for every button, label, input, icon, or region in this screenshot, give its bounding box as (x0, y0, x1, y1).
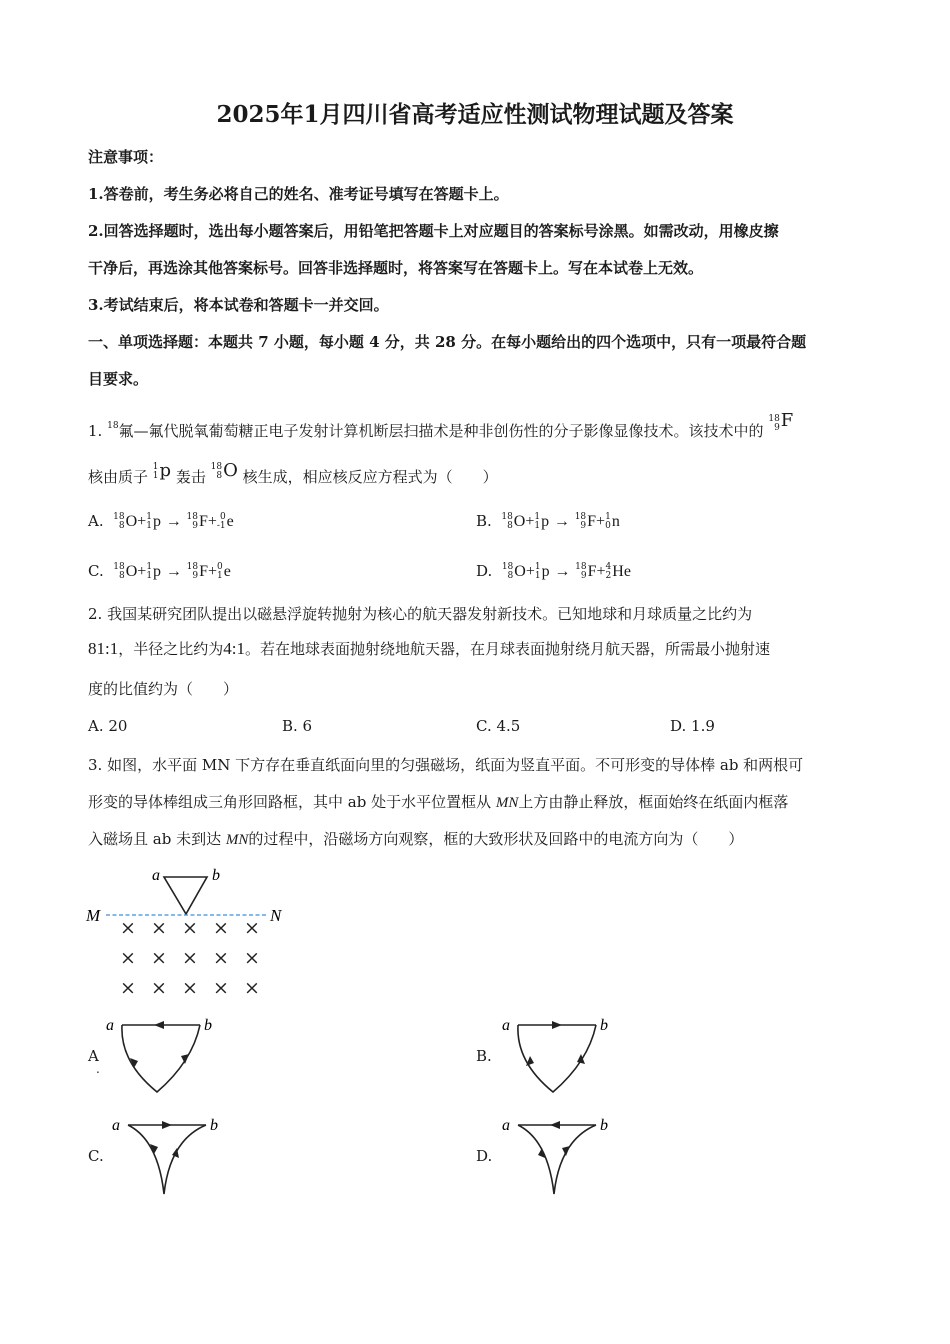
field-cross-icon: × (151, 977, 167, 999)
question-3-option-b-label[interactable]: B. (476, 1047, 492, 1065)
label-m: M (86, 906, 101, 925)
note-item: 2.回答选择题时，选出每小题答案后，用铅笔把答题卡上对应题目的答案标号涂黑。如需改动，用橡皮擦 (88, 222, 779, 240)
arrow-icon (526, 1056, 534, 1066)
question-3-option-d-figure[interactable] (496, 1112, 626, 1202)
question-2-option-d[interactable]: D. 1.9 (670, 717, 715, 735)
label-a: a (502, 1017, 510, 1034)
question-1-option-c[interactable]: C. 18 8 O+ 1 1 p → 18 9 F+ 0 1 e (88, 562, 231, 581)
field-cross-icon: × (151, 947, 167, 969)
arrow-icon (552, 1021, 562, 1029)
question-2-option-c[interactable]: C. 4.5 (476, 717, 521, 735)
question-3-option-a-figure[interactable] (100, 1012, 230, 1102)
question-3-line1: 3. 如图，水平面 MN 下方存在垂直纸面向里的匀强磁场，纸面为竖直平面。不可形变的导体棒 ab 和两根可 (88, 756, 804, 774)
question-1-option-d[interactable]: D. 18 8 O+ 1 1 p → 18 9 F+ 4 2 He (476, 562, 631, 581)
label-b: b (600, 1117, 608, 1134)
notes-heading: 注意事项： (88, 148, 164, 166)
field-cross-icon: × (120, 977, 136, 999)
arrow-icon (154, 1021, 164, 1029)
note-item: 干净后，再选涂其他答案标号。回答非选择题时，将答案写在答题卡上。写在本试卷上无效。 (88, 259, 704, 277)
magnetic-field-crosses (120, 917, 260, 999)
question-3-option-d-label[interactable]: D. (476, 1147, 493, 1165)
triangle-frame (164, 877, 207, 914)
question-3-option-b-figure[interactable] (496, 1012, 626, 1102)
field-cross-icon: × (213, 947, 229, 969)
section-heading: 目要求。 (88, 370, 149, 388)
field-cross-icon: × (244, 947, 260, 969)
option-a-dot: . (96, 1062, 100, 1076)
question-1-option-a[interactable]: A. 18 8 O+ 1 1 p → 18 9 F+ 0 -1 e (88, 512, 234, 531)
question-2-option-b[interactable]: B. 6 (282, 717, 313, 735)
label-b: b (210, 1117, 218, 1134)
field-cross-icon: × (213, 977, 229, 999)
arrow-icon (181, 1054, 189, 1064)
section-heading: 一、单项选择题：本题共 7 小题，每小题 4 分，共 28 分。在每小题给出的四个选项中，只有一项最符合题 (88, 333, 807, 351)
q3-figure (80, 862, 290, 1002)
question-1-line1: 1. $^{18}$氟—氟代脱氧葡萄糖正电子发射计算机断层扫描术是种非创伤性的分子影像显像技术。该技术中的 18 9 F (88, 410, 794, 440)
field-cross-icon: × (213, 917, 229, 939)
note-item: 3.考试结束后，将本试卷和答题卡一并交回。 (88, 296, 389, 314)
field-cross-icon: × (120, 947, 136, 969)
label-a: a (152, 867, 160, 884)
note-item: 1.答卷前，考生务必将自己的姓名、准考证号填写在答题卡上。 (88, 185, 509, 203)
arrow-icon (550, 1121, 560, 1129)
field-cross-icon: × (182, 917, 198, 939)
question-3-option-c-label[interactable]: C. (88, 1147, 104, 1165)
label-b: b (212, 867, 220, 884)
question-2-line1: 2. 我国某研究团队提出以磁悬浮旋转抛射为核心的航天器发射新技术。已知地球和月球质量之比约为 (88, 605, 753, 623)
question-3-option-c-figure[interactable] (106, 1112, 236, 1202)
question-1-line2: 核由质子 1 1 p 轰击 18 8 O 核生成，相应核反应方程式为（ ） (88, 460, 498, 486)
field-cross-icon: × (151, 917, 167, 939)
label-n: N (270, 906, 282, 925)
label-a: a (502, 1117, 510, 1134)
field-cross-icon: × (244, 977, 260, 999)
question-3-line3: 入磁场且 ab 未到达 MN的过程中，沿磁场方向观察，框的大致形状及回路中的电流方向为（ ） (88, 830, 744, 848)
label-b: b (600, 1017, 608, 1034)
arrow-icon (562, 1146, 570, 1156)
question-3-line2: 形变的导体棒组成三角形回路框，其中 ab 处于水平位置框从 MN上方由静止释放，框面始终在纸面内框落 (88, 793, 789, 811)
field-cross-icon: × (182, 947, 198, 969)
page-title: 2025年1月四川省高考适应性测试物理试题及答案 (216, 101, 734, 128)
question-2-line3: 度的比值约为（ ） (88, 680, 239, 698)
field-cross-icon: × (244, 917, 260, 939)
question-1-option-b[interactable]: B. 18 8 O+ 1 1 p → 18 9 F+ 1 0 n (476, 512, 620, 531)
label-b: b (204, 1017, 212, 1034)
label-a: a (112, 1117, 120, 1134)
question-3-option-a-label[interactable]: A (88, 1047, 99, 1065)
field-cross-icon: × (120, 917, 136, 939)
field-cross-icon: × (182, 977, 198, 999)
question-2-option-a[interactable]: A. 20 (88, 717, 128, 735)
label-a: a (106, 1017, 114, 1034)
question-2-line2: 81:1，半径之比约为4:1。若在地球表面抛射绕地航天器，在月球表面抛射绕月航天器，所需最小抛射速 (88, 639, 770, 658)
arrow-icon (162, 1121, 172, 1129)
